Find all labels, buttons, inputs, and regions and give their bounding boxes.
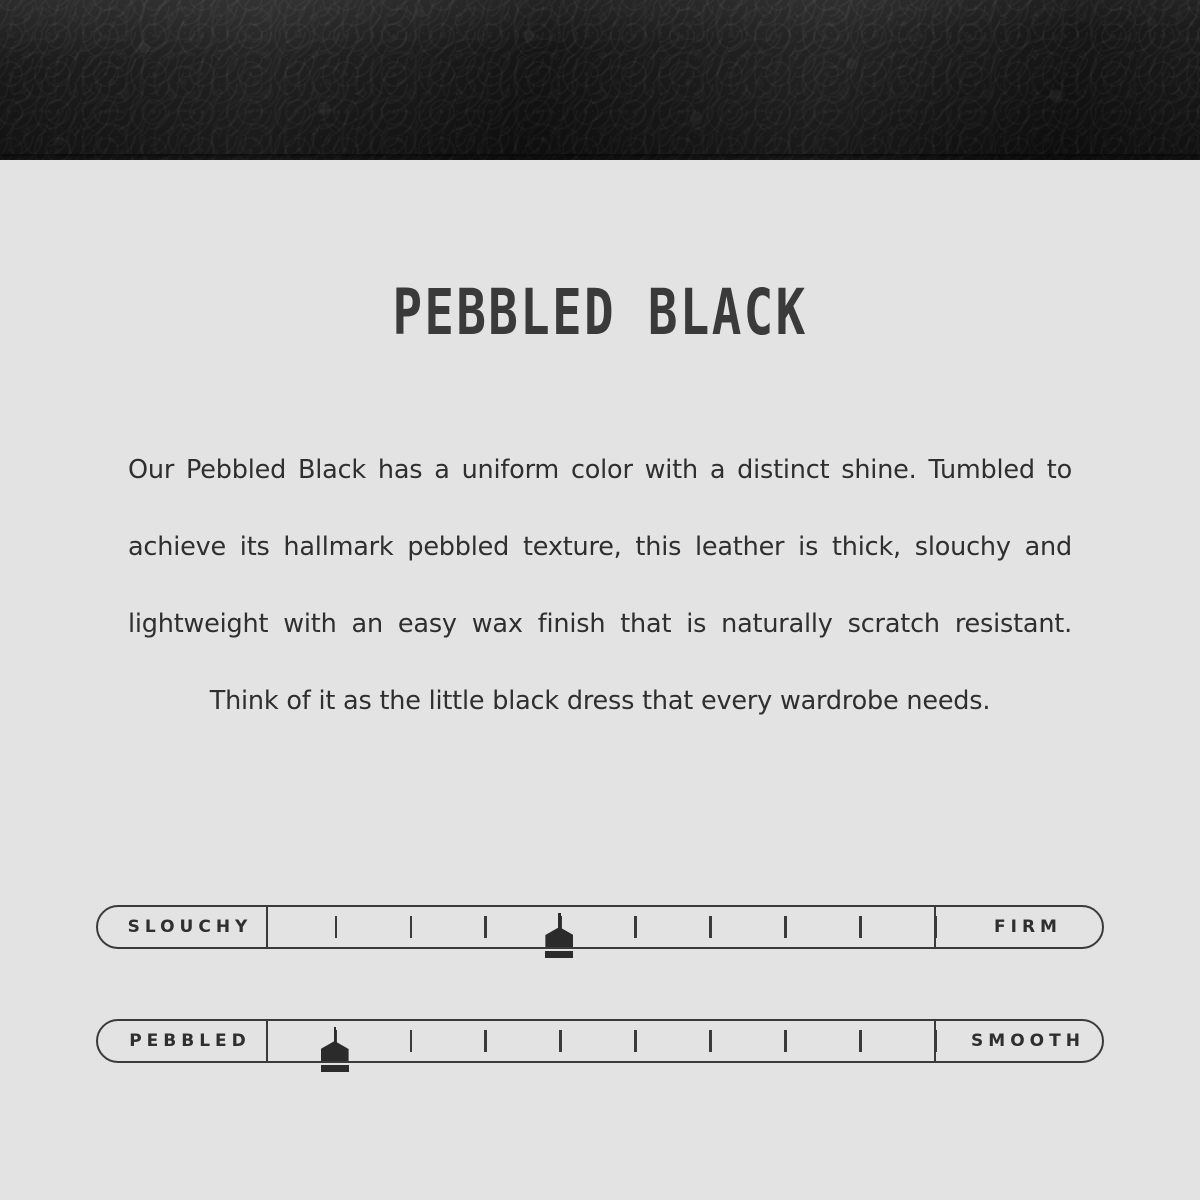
scale-texture-right-label: SMOOTH	[934, 1019, 1106, 1063]
tick	[484, 1030, 487, 1052]
tick	[784, 1030, 787, 1052]
scale-texture-left-label: PEBBLED	[96, 1019, 268, 1063]
marker-head-icon	[545, 927, 573, 947]
scale-texture-ticks	[268, 1019, 934, 1063]
tick	[709, 916, 712, 938]
scale-structure-right-label: FIRM	[934, 905, 1106, 949]
scale-structure-ticks	[268, 905, 934, 949]
tick	[934, 1030, 937, 1052]
product-description: Our Pebbled Black has a uniform color with a distinct shine. Tumbled to achieve its hallmark pebbled texture, this leather is thick, slouchy and lightweight with an easy wax finish that is naturally scratch resistant. Think of it as the little black dress that every wardrobe needs.	[128, 455, 1072, 716]
tick	[335, 916, 338, 938]
marker-base-icon	[321, 1065, 349, 1072]
leather-attribute-scales	[96, 905, 1106, 1133]
tick	[484, 916, 487, 938]
hero-bottom-edge	[0, 154, 1200, 160]
page-title: PEBBLED BLACK	[392, 276, 808, 349]
tick	[634, 1030, 637, 1052]
leather-sheen-overlay	[0, 0, 1200, 160]
scale-structure-left-label: SLOUCHY	[96, 905, 268, 949]
tick	[784, 916, 787, 938]
tick	[634, 916, 637, 938]
tick	[859, 916, 862, 938]
scale-texture	[96, 1019, 1106, 1065]
marker-base-icon	[545, 951, 573, 958]
tick	[859, 1030, 862, 1052]
scale-structure	[96, 905, 1106, 951]
marker-head-icon	[321, 1041, 349, 1061]
tick	[410, 916, 413, 938]
tick	[709, 1030, 712, 1052]
tick	[934, 916, 937, 938]
tick	[559, 1030, 562, 1052]
tick	[410, 1030, 413, 1052]
pebbled-black-leather-swatch	[0, 0, 1200, 160]
